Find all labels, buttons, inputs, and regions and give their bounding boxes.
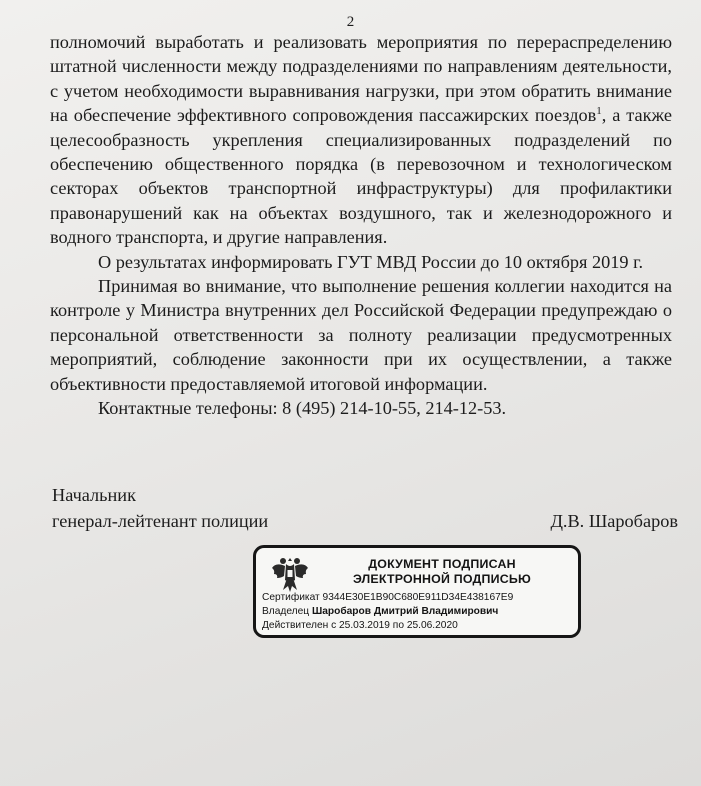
electronic-signature-stamp	[253, 545, 581, 638]
stamp-certificate	[262, 592, 513, 604]
certificate-label: Сертификат	[262, 592, 320, 603]
double-headed-eagle-icon	[270, 554, 310, 596]
paragraph-text: полномочий выработать и реализовать мероприятия по перераспределению штатной численности между подразделениями по направлениям деятельности, с учетом необходимости выравнивания нагрузки, при этом обратить внимание на обеспечение эффективного сопровождения пассажирских поездов	[50, 32, 672, 126]
stamp-title-line1: ДОКУМЕНТ ПОДПИСАН	[368, 557, 516, 571]
document-body	[50, 30, 672, 421]
stamp-validity: Действителен с 25.03.2019 по 25.06.2020	[262, 620, 458, 631]
paragraph-contacts: Контактные телефоны: 8 (495) 214-10-55, 214-12-53.	[98, 398, 507, 419]
paragraph-responsibility: Принимая во внимание, что выполнение решения коллегии находится на контроле у Министра внутренних дел Российской Федерации предупреждаю о персональной ответственности за полноту реализации предусмотренных мероприятий, соблюдение законности при их осуществлении, а также объективности предоставляемой итоговой информации.	[50, 276, 672, 394]
footnote-marker: 1	[596, 105, 602, 118]
signer-rank: генерал-лейтенант полиции	[52, 511, 269, 531]
paragraph-continuation	[50, 30, 672, 250]
paragraph-text-continued: , а также целесообразность укрепления специализированных подразделений по обеспечению общественного порядка (в перевозочном и технологическом секторах объектов транспортной инфраструктуры) для профилактики правонарушений как на объектах воздушного, так и железнодорожного и водного транспорта, и другие направления.	[50, 105, 672, 248]
stamp-title-line2: ЭЛЕКТРОННОЙ ПОДПИСЬЮ	[352, 572, 531, 586]
stamp-owner	[262, 606, 498, 618]
page-number: 2	[346, 14, 355, 30]
signer-name: Д.В. Шаробаров	[550, 511, 678, 531]
stamp-title	[320, 557, 564, 587]
owner-value: Шаробаров Дмитрий Владимирович	[311, 606, 499, 617]
signer-position-title: Начальник	[52, 485, 136, 505]
signature-block	[52, 482, 682, 534]
paragraph-report-deadline: О результатах информировать ГУТ МВД России до 10 октября 2019 г.	[98, 251, 644, 272]
owner-label: Владелец	[262, 606, 310, 617]
certificate-value: 9344E30E1B90C680E911D34E438167E9	[322, 592, 514, 603]
